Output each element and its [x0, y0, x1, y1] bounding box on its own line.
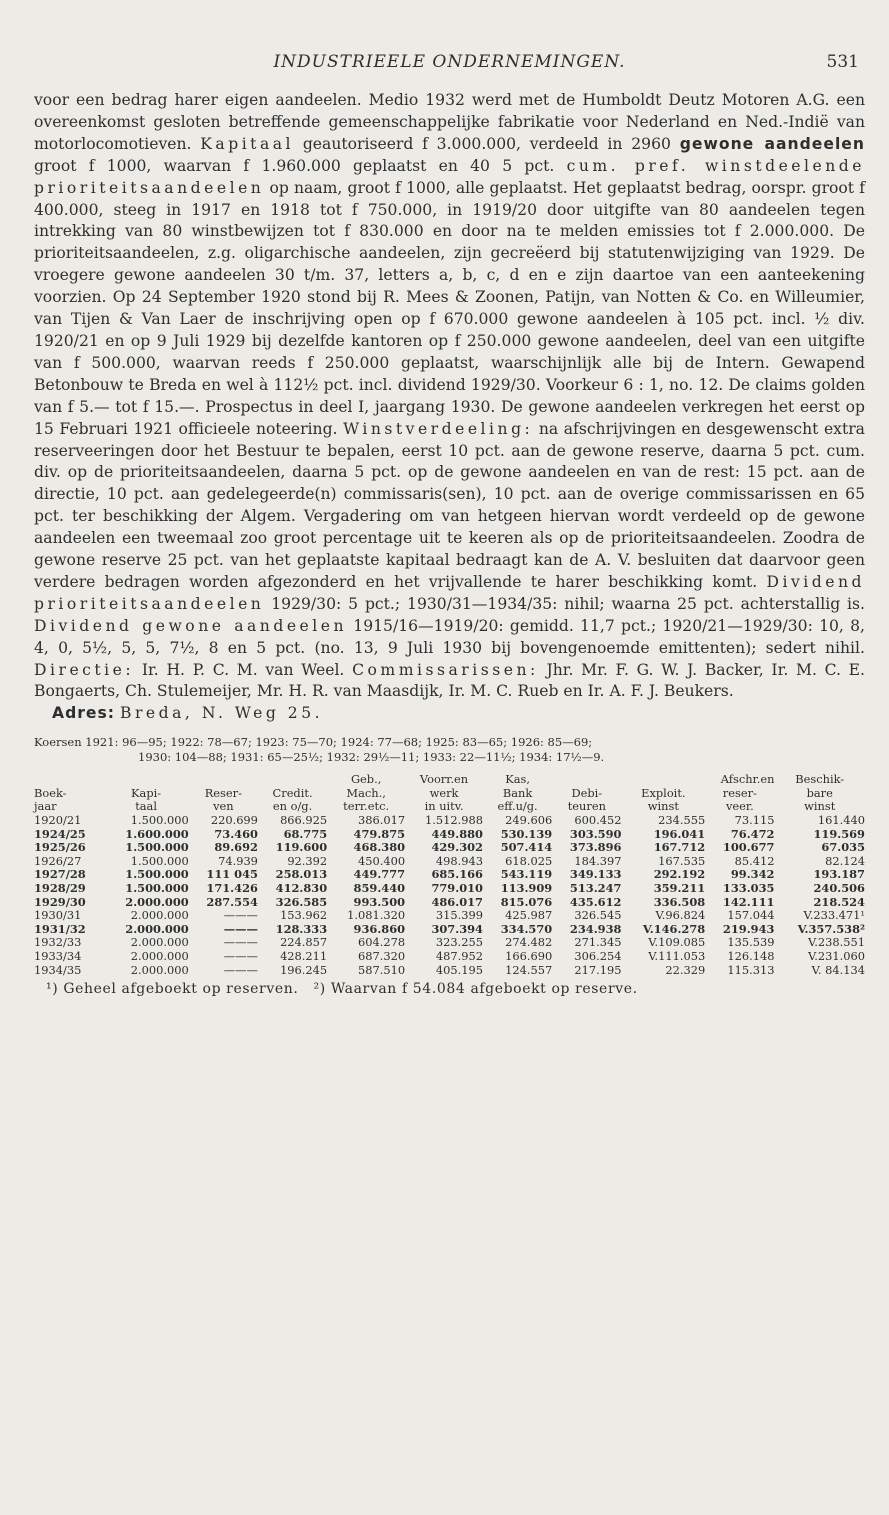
table-cell: 111 045 — [206, 867, 258, 882]
table-cell: 323.255 — [435, 935, 483, 950]
table-cell: 349.133 — [569, 867, 622, 882]
table-header-cell: Debi- — [571, 785, 603, 800]
table-cell: 124.557 — [505, 962, 553, 977]
table-cell: 119.569 — [813, 826, 865, 841]
table-header-cell: veer. — [725, 799, 754, 814]
table-header-cell: taal — [135, 799, 157, 814]
table-header-cell: Afschr.en — [720, 772, 775, 787]
koersen-line-2: 1930: 104—88; 1931: 65—25½; 1932: 29½—11; 1933: 22—11½; 1934: 17½—9. — [138, 750, 605, 765]
footnote-1-mark: ¹) — [46, 981, 59, 998]
table-header-cell: eff.u/g. — [497, 799, 538, 814]
footnote-2-text: Waarvan f 54.084 afgeboekt op reserve. — [330, 981, 638, 998]
table-row — [34, 882, 865, 896]
page-header — [34, 52, 865, 82]
table-cell: 498.943 — [435, 853, 483, 868]
table-row — [34, 923, 865, 937]
table-cell: 429.302 — [431, 840, 483, 855]
table-row — [34, 841, 865, 855]
table-header-cell — [552, 773, 621, 787]
table-header-cell: Geb., — [350, 772, 382, 787]
table-row — [34, 964, 865, 978]
table-cell-year: 1928/29 — [34, 881, 86, 896]
table-cell-year: 1933/34 — [34, 949, 82, 963]
page-number: 531 — [826, 52, 859, 72]
footnote-2-mark: ²) — [313, 981, 326, 998]
table-header-cell: en o/g. — [272, 799, 313, 814]
table-cell: 359.211 — [653, 881, 706, 896]
table-cell: 224.857 — [280, 935, 328, 950]
table-cell: 73.115 — [734, 813, 775, 828]
table-row — [34, 828, 865, 842]
table-header-cell: Credit. — [272, 785, 313, 800]
table-row — [34, 936, 865, 950]
table-cell: ——— — [223, 949, 258, 963]
table-cell: 336.508 — [653, 894, 706, 909]
table-cell: 119.600 — [275, 840, 328, 855]
table-cell: 234.555 — [658, 813, 706, 828]
text-kapitaal: geautoriseerd f 3.000.000, verdeeld in 2960 — [302, 134, 671, 153]
table-header-row-mid — [34, 787, 865, 801]
table-cell: 234.938 — [569, 921, 622, 936]
table-cell: 193.187 — [813, 867, 865, 882]
table-header-cell: Beschik- — [795, 772, 845, 787]
table-cell: 307.394 — [431, 921, 483, 936]
table-cell: 303.590 — [569, 826, 622, 841]
table-header-cell: winst — [804, 799, 836, 814]
table-cell: 2.000.000 — [125, 894, 189, 909]
table-cell: 82.124 — [825, 853, 865, 868]
table-header-cell: Boek- — [34, 785, 67, 800]
table-cell: 386.017 — [357, 813, 406, 828]
table-header-cell: jaar — [34, 799, 57, 814]
table-cell: 687.320 — [357, 949, 406, 963]
table-cell: V.146.278 — [642, 921, 706, 936]
table-header-cell: Exploit. — [641, 785, 686, 800]
koersen-block — [34, 735, 865, 765]
table-cell: V.231.060 — [808, 949, 865, 963]
kapitaal-label: Kapitaal — [200, 134, 295, 153]
table-cell: 936.860 — [353, 921, 406, 936]
table-cell: 685.166 — [431, 867, 483, 882]
table-row — [34, 855, 865, 869]
table-row — [34, 868, 865, 882]
table-cell: 92.392 — [287, 853, 328, 868]
table-cell: 274.482 — [505, 935, 553, 950]
table-row — [34, 896, 865, 910]
company-description — [34, 90, 865, 725]
table-cell: 240.506 — [813, 881, 865, 896]
table-cell: 167.712 — [653, 840, 706, 855]
table-cell: 373.896 — [569, 840, 622, 855]
table-cell: 85.412 — [734, 853, 775, 868]
table-cell: 412.830 — [275, 881, 328, 896]
table-cell: 449.880 — [431, 826, 483, 841]
table-row — [34, 909, 865, 923]
text-intro: voor een bedrag harer eigen aandeelen. Medio 1932 werd met de Humboldt Deutz Motoren A.G. een overeenkomst gesloten betreffende gemeenschappelijke fabrikatie voor Nederland en Ned.-Indië van motorlocomotieven. — [34, 91, 865, 153]
table-cell: 486.017 — [431, 894, 483, 909]
table-header-cell: reser- — [722, 785, 757, 800]
table-cell: 306.254 — [574, 949, 622, 963]
table-cell: 435.612 — [569, 894, 622, 909]
table-cell: 530.139 — [500, 826, 553, 841]
table-header-cell: in uitv. — [424, 799, 464, 814]
table-cell: V. 84.134 — [811, 962, 865, 977]
table-cell: 74.939 — [218, 853, 258, 868]
table-cell: 468.380 — [353, 840, 406, 855]
table-cell: 543.119 — [500, 867, 553, 882]
table-cell: 219.943 — [722, 921, 775, 936]
table-cell: 618.025 — [505, 853, 553, 868]
prioriteit-label: cum. pref. winstdeelende prioriteitsaandeelen — [34, 156, 866, 197]
table-header-cell — [34, 773, 327, 787]
table-cell: 258.013 — [275, 867, 328, 882]
table-row — [34, 950, 865, 964]
table-cell-year: 1927/28 — [34, 867, 86, 882]
table-cell: 218.524 — [813, 894, 865, 909]
table-cell: 315.399 — [435, 908, 483, 923]
dividend-prioriteit-label: Dividend prioriteitsaandeelen — [34, 572, 865, 613]
table-cell: 249.606 — [505, 813, 553, 828]
table-cell: 142.111 — [722, 894, 775, 909]
table-cell-year: 1932/33 — [34, 935, 82, 950]
dividend-gewone-label: Dividend gewone aandeelen — [34, 616, 348, 635]
table-cell: 1.500.000 — [125, 881, 189, 896]
table-cell: 68.775 — [283, 826, 328, 841]
text-directie: Ir. H. P. C. M. van Weel. — [141, 660, 345, 679]
table-header-cell: teuren — [567, 799, 606, 814]
adres-value: Breda, N. Weg 25. — [119, 704, 324, 723]
table-cell: 479.875 — [353, 826, 406, 841]
koersen-line-1: 1921: 96—95; 1922: 78—67; 1923: 75—70; 1924: 77—68; 1925: 83—65; 1926: 85—69; — [85, 735, 593, 750]
winstverdeeling-label: Winstverdeeling: — [343, 419, 534, 438]
table-header-cell: ven — [213, 799, 234, 814]
table-cell: 196.245 — [280, 962, 328, 977]
table-cell: 100.677 — [722, 840, 775, 855]
table-cell-year: 1920/21 — [34, 813, 82, 828]
table-cell: 196.041 — [653, 826, 706, 841]
table-cell: 126.148 — [727, 949, 775, 963]
table-cell: 271.345 — [574, 935, 622, 950]
table-cell: 128.333 — [275, 921, 328, 936]
table-header-cell: Mach., — [346, 785, 386, 800]
table-cell: 1.512.988 — [425, 813, 483, 828]
table-cell: 76.472 — [730, 826, 775, 841]
table-cell: 1.081.320 — [347, 908, 406, 923]
table-cell: 779.010 — [431, 881, 483, 896]
table-cell: 859.440 — [353, 881, 406, 896]
table-cell: 1.500.000 — [130, 853, 189, 868]
table-cell: 287.554 — [206, 894, 258, 909]
table-cell: 171.426 — [206, 881, 258, 896]
table-cell: 450.400 — [357, 853, 406, 868]
table-cell: 157.044 — [727, 908, 775, 923]
table-cell: 220.699 — [210, 813, 258, 828]
table-cell: 184.397 — [574, 853, 622, 868]
table-cell: 292.192 — [653, 867, 706, 882]
table-cell: V.109.085 — [648, 935, 706, 950]
table-header-cell: Bank — [502, 785, 533, 800]
table-header-cell: bare — [806, 785, 833, 800]
directie-label: Directie: — [34, 660, 135, 679]
table-cell: 866.925 — [280, 813, 328, 828]
text-winstverdeeling: na afschrijvingen en desgewenscht extra reserveeringen door het Bestuur te bepalen, eerst 10 pct. aan de gewone reserve, daarna 5 pct. cum. div. op de prioriteitsaandeelen, daarna 5 pct. op de gewone aandeelen en van de rest: 15 pct. aan de directie, 10 pct. aan gedelegeerde(n) commissaris(sen), 10 pct. aan de overige commissarissen en 65 pct. ter beschikking der Algem. Vergadering om van hetgeen hiervan wordt verdeeld op de gewone aandeelen een tweemaal zoo groot percentage uit te keeren als op de prioriteitsaandeelen. Zoodra de gewone reserve 25 pct. van het geplaatste kapitaal bedraagt kan de A. V. besluiten dat daarvoor geen verdere bedragen worden afgezonderd en het vrijvallende te harer beschikking komt. — [34, 419, 865, 591]
table-cell: 1.500.000 — [125, 867, 189, 882]
table-cell: 604.278 — [357, 935, 406, 950]
table-cell-year: 1929/30 — [34, 894, 86, 909]
table-cell: ——— — [223, 908, 258, 923]
table-cell: ——— — [223, 921, 258, 936]
table-cell: 2.000.000 — [125, 921, 189, 936]
table-cell: 2.000.000 — [130, 908, 189, 923]
table-header-cell: werk — [429, 785, 459, 800]
table-cell: V.238.551 — [808, 935, 865, 950]
footnotes — [34, 981, 865, 997]
table-header-cell: Voorr.en — [419, 772, 469, 787]
table-cell: 334.570 — [500, 921, 553, 936]
table-cell: 135.539 — [727, 935, 775, 950]
table-cell: 326.545 — [574, 908, 622, 923]
table-cell: 326.585 — [275, 894, 328, 909]
table-cell: V.96.824 — [655, 908, 706, 923]
table-cell: 1.600.000 — [125, 826, 189, 841]
table-cell-year: 1930/31 — [34, 908, 82, 923]
text-dividend-prioriteit: 1929/30: 5 pct.; 1930/31—1934/35: nihil; waarna 25 pct. achterstallig is. — [271, 594, 865, 613]
financial-table — [34, 773, 865, 977]
table-cell: 89.692 — [214, 840, 258, 855]
table-cell: 67.035 — [821, 840, 865, 855]
table-cell: V.111.053 — [648, 949, 706, 963]
table-cell: 815.076 — [500, 894, 553, 909]
table-row — [34, 814, 865, 828]
table-cell: 507.414 — [500, 840, 553, 855]
table-header-cell: terr.etc. — [343, 799, 390, 814]
gewone-aandeelen-label: gewone aandeelen — [679, 134, 865, 153]
table-cell: 428.211 — [280, 949, 328, 963]
table-cell: 449.777 — [353, 867, 406, 882]
table-cell: 73.460 — [214, 826, 258, 841]
table-cell: 2.000.000 — [130, 949, 189, 963]
table-cell: 2.000.000 — [130, 962, 189, 977]
table-cell-year: 1924/25 — [34, 826, 86, 841]
text-dividend-gewone: 1915/16—1919/20: gemidd. 11,7 pct.; 1920/21—1929/30: 10, 8, 4, 0, 5½, 5, 5, 7½, 8 en 5 pct. (no. 13, 9 Juli 1930 bij bovengenoemde emittenten); sedert nihil. — [34, 616, 865, 657]
table-header-cell: Kas, — [505, 772, 530, 787]
table-header-cell: Kapi- — [131, 785, 162, 800]
table-cell: 425.987 — [505, 908, 553, 923]
table-cell: 133.035 — [722, 881, 775, 896]
table-cell: 1.500.000 — [130, 813, 189, 828]
table-cell: 166.690 — [505, 949, 553, 963]
table-cell-year: 1926/27 — [34, 853, 82, 868]
table-body — [34, 814, 865, 977]
table-cell: 1.500.000 — [125, 840, 189, 855]
table-cell: 161.440 — [817, 813, 865, 828]
text-gewone: groot f 1000, waarvan f 1.960.000 geplaatst en 40 5 pct. — [34, 156, 555, 175]
commissarissen-label: Commissarissen: — [352, 660, 539, 679]
table-cell: 113.909 — [500, 881, 553, 896]
table-cell-year: 1925/26 — [34, 840, 86, 855]
table-cell: V.233.471¹ — [803, 908, 865, 923]
table-cell: 153.962 — [280, 908, 328, 923]
table-cell: 487.952 — [435, 949, 483, 963]
table-cell: 22.329 — [665, 962, 706, 977]
adres-label: Adres: — [52, 704, 116, 723]
table-cell: 513.247 — [569, 881, 622, 896]
running-title: INDUSTRIEELE ONDERNEMINGEN. — [273, 52, 626, 72]
table-cell: ——— — [223, 962, 258, 977]
table-cell: 587.510 — [357, 962, 406, 977]
table-cell: 600.452 — [574, 813, 622, 828]
text-commissarissen: Jhr. Mr. F. G. W. J. Backer, Ir. M. C. E. Bongaerts, Ch. Stulemeijer, Mr. H. R. van Maasdijk, Ir. M. C. Rueb en Ir. A. F. J. Beukers. — [34, 660, 865, 701]
table-cell-year: 1934/35 — [34, 962, 82, 977]
table-cell: 405.195 — [435, 962, 483, 977]
table-cell: 115.313 — [727, 962, 775, 977]
table-cell: 2.000.000 — [130, 935, 189, 950]
table-cell: V.357.538² — [797, 921, 865, 936]
table-header-cell: winst — [647, 799, 679, 814]
table-header-row-top — [34, 773, 865, 787]
table-cell: 993.500 — [353, 894, 406, 909]
table-cell: 217.195 — [574, 962, 622, 977]
koersen-label: Koersen — [34, 735, 82, 750]
table-cell-year: 1931/32 — [34, 921, 86, 936]
footnote-1-text: Geheel afgeboekt op reserven. — [63, 981, 299, 998]
table-cell: 167.535 — [658, 853, 706, 868]
table-cell: ——— — [223, 935, 258, 950]
table-header-cell: Reser- — [204, 785, 242, 800]
table-cell: 99.342 — [730, 867, 775, 882]
text-history: op naam, groot f 1000, alle geplaatst. Het geplaatst bedrag, oorspr. groot f 400.000, steeg in 1917 en 1918 tot f 750.000, in 1919/20 door uitgifte van 80 aandeelen tegen intrekking van 80 winstbewijzen tot f 830.000 en door na te melden emissies tot f 2.000.000. De prioriteitsaandeelen, z.g. oligarchische aandeelen, zijn gecreëerd bij statutenwijziging van 1929. De vroegere gewone aandeelen 30 t/m. 37, letters a, b, c, d en e zijn daartoe van een aanteekening voorzien. Op 24 September 1920 stond bij R. Mees & Zoonen, Patijn, van Notten & Co. en Willeumier, van Tijen & Van Laer de inschrijving open op f 670.000 gewone aandeelen à 105 pct. incl. ½ div. 1920/21 en op 9 Juli 1929 bij dezelfde kantoren op f 250.000 gewone aandeelen, deel van een uitgifte van f 500.000, waarvan reeds f 250.000 geplaatst, waarschijnlijk alle bij de Intern. Gewapend Betonbouw te Breda en wel à 112½ pct. incl. dividend 1929/30. Voorkeur 6 : 1, no. 12. De claims golden van f 5.— tot f 15.—. Prospectus in deel I, jaargang 1930. De gewone aandeelen verkregen het eerst op 15 Februari 1921 officieele noteering. — [34, 178, 865, 438]
table-header-row-bottom — [34, 800, 865, 814]
